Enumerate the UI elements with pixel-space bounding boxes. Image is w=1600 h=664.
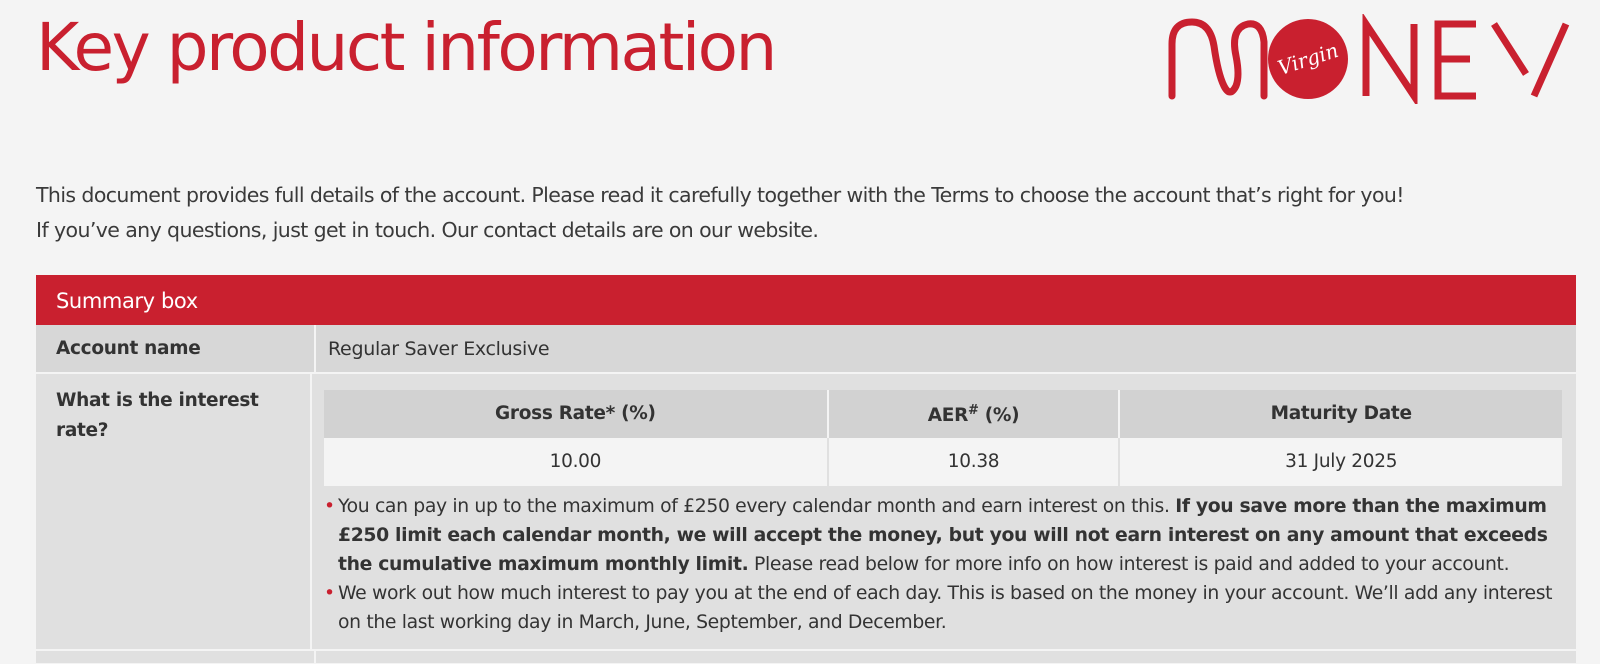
bullet-item [324,492,1564,579]
page-title: Key product information [36,9,775,86]
aer-header-suffix: (%) [978,405,1020,427]
bullet-text: You can pay in up to the maximum of £250 every calendar month and earn interest on this. [338,496,1176,517]
rate-table [324,390,1562,486]
virgin-money-logo [1166,14,1576,104]
interest-rate-row [36,374,1576,651]
aer-header-sup: # [968,403,979,419]
intro-text [36,178,1404,248]
aer-value: 10.38 [828,438,1120,486]
account-name-label: Account name [36,325,316,372]
rate-table-header-row [324,390,1562,438]
interest-rate-value [312,374,1576,649]
intro-line-1: This document provides full details of the account. Please read it carefully together with the Terms to choose the account that’s right for you! [36,183,1404,207]
bullet-item: • We work out how much interest to pay you at the end of each day. This is based on the money in your account. We’ll add any interest on the last working day in March, June, September, and December. [324,579,1564,637]
intro-line-2: If you’ve any questions, just get in touch. Our contact details are on our website. [36,218,819,242]
summary-box-header: Summary box [36,275,1576,325]
account-name-value: Regular Saver Exclusive [316,325,1576,372]
rate-table-value-row [324,438,1562,486]
svg-text:Virgin: Virgin [1274,37,1342,81]
summary-box [36,275,1576,663]
interest-rate-label: What is the interest rate? [36,374,312,649]
next-row-partial [36,651,1576,663]
maturity-date-value: 31 July 2025 [1119,438,1562,486]
interest-bullets [324,492,1564,637]
account-name-row [36,325,1576,374]
gross-rate-value: 10.00 [324,438,828,486]
maturity-date-header: Maturity Date [1119,390,1562,438]
bullet-bold-text: If you save more than the maximum £250 limit each calendar month, we will accept the money, but you will not earn interest on any amount that exceeds the cumulative maximum monthly limit. [338,496,1548,575]
gross-rate-header: Gross Rate* (%) [324,390,828,438]
bullet-text: Please read below for more info on how interest is paid and added to your account. [748,554,1510,575]
aer-header [828,390,1120,438]
aer-header-text: AER [927,405,969,427]
